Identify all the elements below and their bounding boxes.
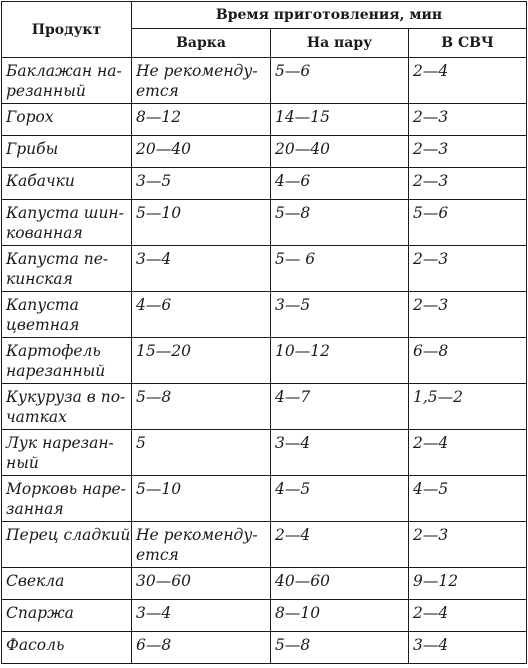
- cell-product: Фасоль: [2, 632, 132, 664]
- cell-boiling: 8—12: [132, 104, 271, 136]
- cell-steam: 20—40: [271, 136, 409, 168]
- cell-boiling: Не рекоменду- ется: [132, 522, 271, 568]
- table-row: [2, 384, 527, 430]
- cell-product: Кукуруза в по- чатках: [2, 384, 132, 430]
- cell-product: Капуста шин- кованная: [2, 200, 132, 246]
- cell-boiling: 30—60: [132, 568, 271, 600]
- cell-product: Баклажан на- резанный: [2, 58, 132, 104]
- header-boiling: Варка: [132, 29, 271, 58]
- table-row: [2, 200, 527, 246]
- cell-product: Перец сладкий: [2, 522, 132, 568]
- cell-microwave: 2—3: [409, 292, 527, 338]
- header-microwave: В СВЧ: [409, 29, 527, 58]
- table-row: [2, 600, 527, 632]
- cell-boiling: 3—4: [132, 600, 271, 632]
- cell-steam: 3—4: [271, 430, 409, 476]
- cell-boiling: Не рекоменду- ется: [132, 58, 271, 104]
- cell-steam: 14—15: [271, 104, 409, 136]
- cell-microwave: 2—3: [409, 168, 527, 200]
- cell-steam: 40—60: [271, 568, 409, 600]
- cell-product: Морковь наре- занная: [2, 476, 132, 522]
- cell-microwave: 1,5—2: [409, 384, 527, 430]
- cell-microwave: 9—12: [409, 568, 527, 600]
- header-steam: На пару: [271, 29, 409, 58]
- cell-steam: 8—10: [271, 600, 409, 632]
- cell-boiling: 3—4: [132, 246, 271, 292]
- table-row: [2, 136, 527, 168]
- cell-microwave: 2—4: [409, 58, 527, 104]
- cell-microwave: 2—4: [409, 430, 527, 476]
- table-row: [2, 632, 527, 664]
- cell-steam: 10—12: [271, 338, 409, 384]
- cell-microwave: 2—3: [409, 104, 527, 136]
- cell-steam: 5—6: [271, 58, 409, 104]
- cell-steam: 2—4: [271, 522, 409, 568]
- header-product: Продукт: [2, 2, 132, 58]
- cell-microwave: 4—5: [409, 476, 527, 522]
- cell-boiling: 4—6: [132, 292, 271, 338]
- cell-boiling: 5: [132, 430, 271, 476]
- header-cooking-time: Время приготовления, мин: [132, 2, 527, 29]
- table-row: [2, 522, 527, 568]
- cell-microwave: 6—8: [409, 338, 527, 384]
- cell-boiling: 20—40: [132, 136, 271, 168]
- cell-product: Капуста цветная: [2, 292, 132, 338]
- cell-steam: 5—8: [271, 200, 409, 246]
- cell-steam: 3—5: [271, 292, 409, 338]
- cell-microwave: 3—4: [409, 632, 527, 664]
- table-row: [2, 104, 527, 136]
- cell-microwave: 2—3: [409, 522, 527, 568]
- table-row: [2, 246, 527, 292]
- cell-boiling: 15—20: [132, 338, 271, 384]
- table-row: [2, 430, 527, 476]
- cell-steam: 4—6: [271, 168, 409, 200]
- cell-product: Спаржа: [2, 600, 132, 632]
- cell-microwave: 2—4: [409, 600, 527, 632]
- cell-steam: 4—5: [271, 476, 409, 522]
- cell-microwave: 5—6: [409, 200, 527, 246]
- cell-microwave: 2—3: [409, 246, 527, 292]
- cell-boiling: 5—8: [132, 384, 271, 430]
- cell-boiling: 5—10: [132, 200, 271, 246]
- cell-product: Горох: [2, 104, 132, 136]
- header-row-top: [2, 2, 527, 29]
- cell-product: Картофель нарезанный: [2, 338, 132, 384]
- table-row: [2, 476, 527, 522]
- cell-boiling: 6—8: [132, 632, 271, 664]
- cell-steam: 4—7: [271, 384, 409, 430]
- table-row: [2, 58, 527, 104]
- cell-steam: 5—8: [271, 632, 409, 664]
- cell-boiling: 3—5: [132, 168, 271, 200]
- table-row: [2, 568, 527, 600]
- cell-product: Капуста пе- кинская: [2, 246, 132, 292]
- table-row: [2, 292, 527, 338]
- table-row: [2, 338, 527, 384]
- cell-boiling: 5—10: [132, 476, 271, 522]
- cell-product: Кабачки: [2, 168, 132, 200]
- cell-steam: 5— 6: [271, 246, 409, 292]
- cell-product: Лук нарезан- ный: [2, 430, 132, 476]
- cooking-time-table: [1, 1, 527, 664]
- cell-microwave: 2—3: [409, 136, 527, 168]
- cell-product: Грибы: [2, 136, 132, 168]
- table-row: [2, 168, 527, 200]
- cell-product: Свекла: [2, 568, 132, 600]
